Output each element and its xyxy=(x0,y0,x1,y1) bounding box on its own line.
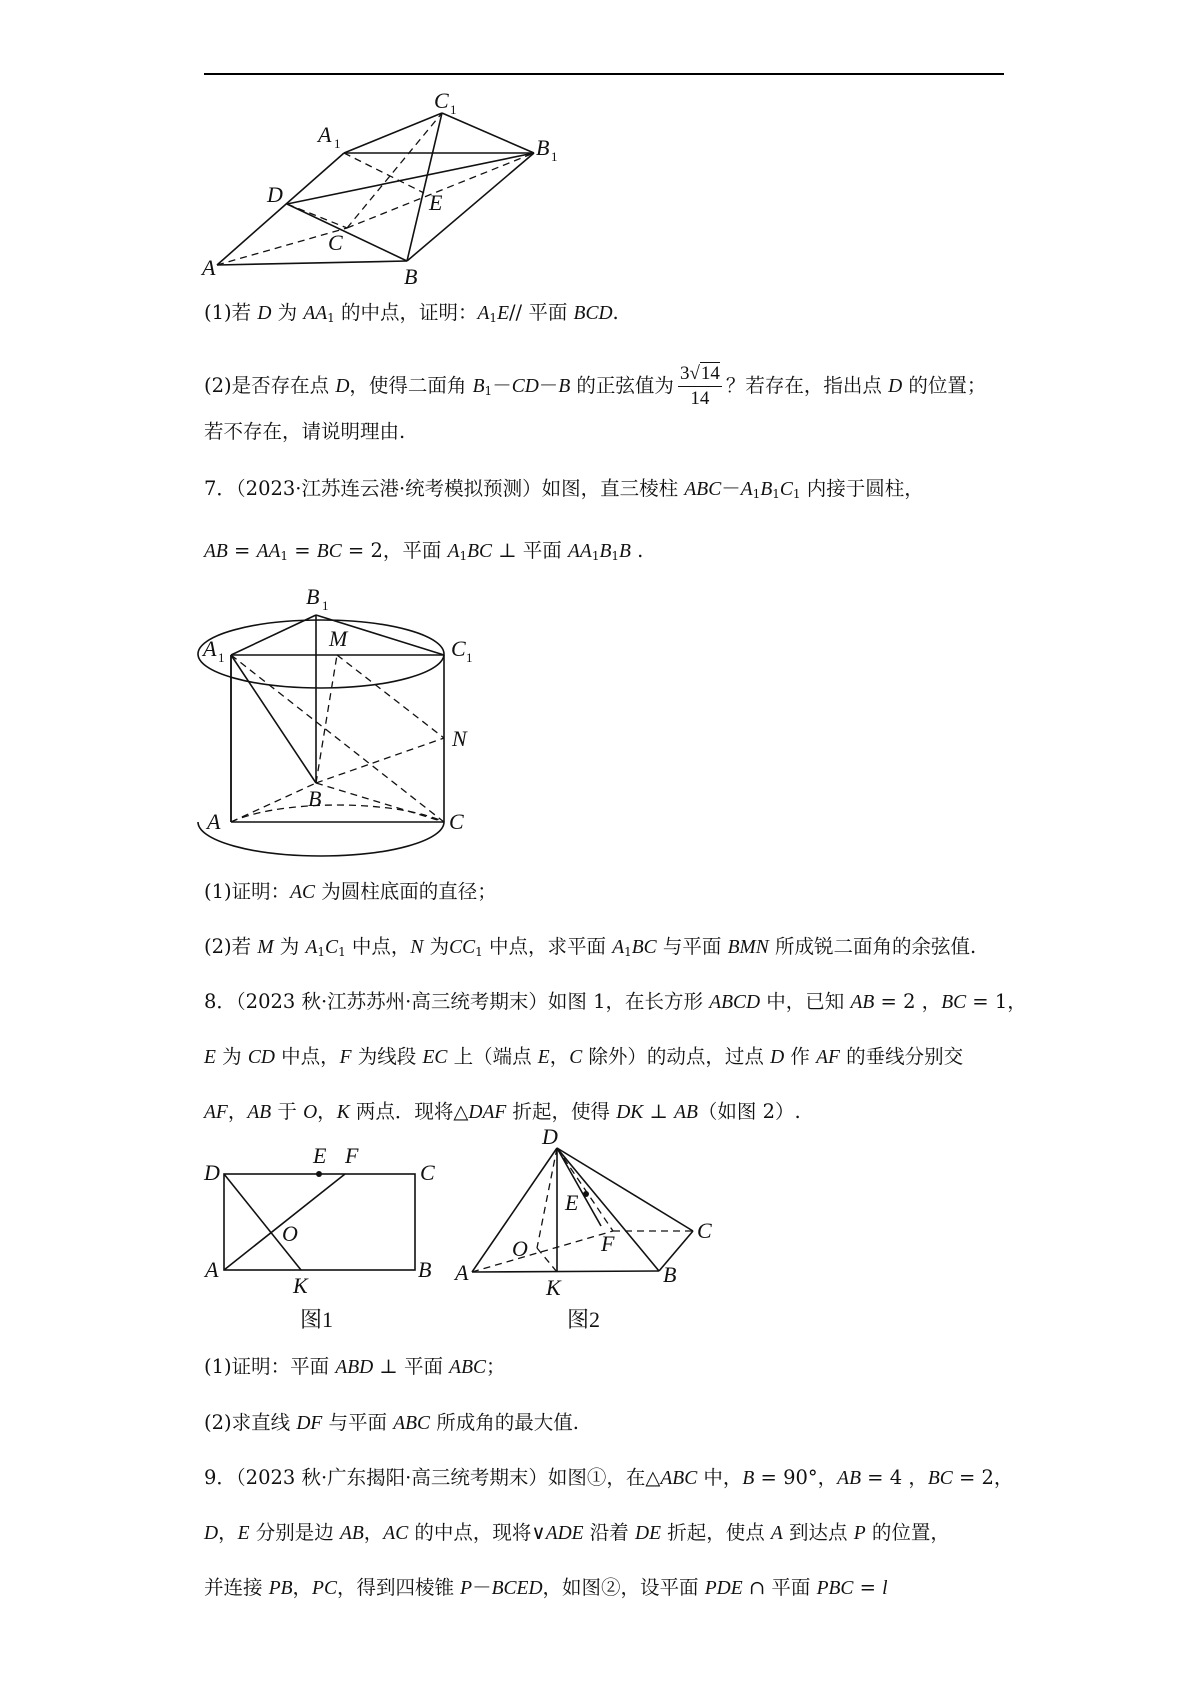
edge-bc xyxy=(316,783,444,822)
edge-bm xyxy=(316,655,337,783)
edge-a1b1 xyxy=(231,615,316,655)
label-o: O xyxy=(282,1221,298,1246)
edge-db xyxy=(287,204,407,261)
edge-a1c1 xyxy=(344,113,442,153)
edge-bb1 xyxy=(407,153,534,261)
svg-text:1: 1 xyxy=(218,650,225,665)
q6-part2-cont: 若不存在，请说明理由. xyxy=(204,420,406,443)
label-a: A xyxy=(205,1257,219,1282)
label-d: D xyxy=(542,1124,558,1149)
sine-fraction: $\frac{3√14}{14}$ xyxy=(679,363,720,409)
label-c: C xyxy=(449,809,464,834)
label-k: K xyxy=(293,1273,308,1298)
q9-stem-line1: 9．（2023 秋·广东揭阳·高三统考期末）如图①，在△ABC 中，B = 90°，AB = 4 ，BC = 2， xyxy=(204,1466,1014,1489)
q9-stem-line2: D，E 分别是边 AB，AC 的中点，现将∨ADE 沿着 DE 折起，使点 A 到达点 P 的位置， xyxy=(204,1521,950,1544)
q7-stem-line1: 7．（2023·江苏连云港·统考模拟预测）如图，直三棱柱 $ABC-A_1B_1C_1$ 内接于圆柱， xyxy=(204,477,924,501)
q7-stem-line2: AB = $AA_1$ = BC = 2，平面 $A_1BC$ ⊥ 平面 $AA_1B_1B$ . xyxy=(204,539,644,563)
bottom-front-arc xyxy=(198,822,444,856)
label-k: K xyxy=(546,1275,561,1300)
label-d: D xyxy=(204,1160,220,1185)
edge-a1c xyxy=(231,655,444,822)
label-a: A xyxy=(202,255,216,280)
edge-db1 xyxy=(287,153,534,204)
label-a: A xyxy=(455,1260,469,1285)
label-e: E xyxy=(429,190,443,215)
edge-ab xyxy=(472,1271,659,1272)
edge-c1b1 xyxy=(442,113,534,153)
svg-text:1: 1 xyxy=(334,136,341,151)
edge-bn xyxy=(316,738,444,783)
edge-ab xyxy=(217,261,407,265)
label-c: C xyxy=(328,230,343,255)
edge-mn xyxy=(337,655,444,738)
q8-part2: (2)求直线 DF 与平面 ABC 所成角的最大值. xyxy=(204,1411,579,1434)
label-c: C xyxy=(420,1160,435,1185)
label-b1: B xyxy=(536,135,550,160)
svg-text:1: 1 xyxy=(322,598,329,613)
edge-de xyxy=(557,1148,601,1226)
q9-stem-line3: 并连接 PB，PC，得到四棱锥 P－BCED，如图②，设平面 PDE ∩ 平面 PBC = l xyxy=(204,1576,888,1599)
header-rule xyxy=(204,73,1004,75)
q6-part1: (1)若 D 为 $AA_1$ 的中点，证明：$A_1E//$ 平面 BCD. xyxy=(204,301,619,325)
edge-ab xyxy=(231,783,316,822)
point-e xyxy=(583,1191,589,1197)
caption-fig1: 图1 xyxy=(300,1307,334,1332)
figure-prism xyxy=(200,88,560,288)
label-f: F xyxy=(345,1143,359,1168)
label-b1: B xyxy=(306,584,320,609)
figure-rectangle xyxy=(200,1138,460,1338)
label-e: E xyxy=(313,1143,327,1168)
bottom-back-arc xyxy=(231,805,444,822)
label-a1: A xyxy=(203,636,217,661)
edge-ok xyxy=(537,1248,557,1272)
point-e xyxy=(316,1171,322,1177)
label-f: F xyxy=(601,1231,615,1256)
label-m: M xyxy=(329,626,348,651)
svg-text:1: 1 xyxy=(450,102,457,117)
label-b: B xyxy=(663,1262,677,1287)
svg-text:1: 1 xyxy=(551,149,558,164)
q7-part1: (1)证明：AC 为圆柱底面的直径； xyxy=(204,880,497,903)
q8-stem-line3: AF，AB 于 O，K 两点．现将△DAF 折起，使得 DK ⊥ AB（如图 2）. xyxy=(204,1100,801,1123)
label-a: A xyxy=(207,809,221,834)
label-o: O xyxy=(512,1236,528,1261)
q7-part2: (2)若 M 为 $A_1C_1$ 中点，N 为$CC_1$ 中点，求平面 $A_1BC$ 与平面 BMN 所成锐二面角的余弦值. xyxy=(204,935,977,959)
q8-stem-line1: 8．（2023 秋·江苏苏州·高三统考期末）如图 1，在长方形 ABCD 中，已知 AB = 2 ，BC = 1， xyxy=(204,990,1027,1013)
edge-aa1 xyxy=(217,153,344,265)
q6-part2: (2)是否存在点 D，使得二面角 $B_1-CD-B$ 的正弦值为 $\frac{3√14}{14}$ ？若存在，指出点 D 的位置； xyxy=(204,363,987,409)
label-c: C xyxy=(697,1218,712,1243)
figure-pyramid xyxy=(455,1124,745,1338)
label-a1: A xyxy=(318,122,332,147)
label-n: N xyxy=(452,726,467,751)
caption-fig2: 图2 xyxy=(567,1307,601,1332)
label-d: D xyxy=(267,182,283,207)
rectangle-abcd xyxy=(224,1174,415,1270)
edge-a1b xyxy=(231,655,316,783)
q8-part1: (1)证明：平面 ABD ⊥ 平面 ABC； xyxy=(204,1355,506,1378)
label-e: E xyxy=(565,1190,579,1215)
svg-text:1: 1 xyxy=(466,650,473,665)
edge-a1e xyxy=(344,153,424,193)
label-b: B xyxy=(308,786,322,811)
label-b: B xyxy=(404,264,418,289)
q8-stem-line2: E 为 CD 中点，F 为线段 EC 上（端点 E，C 除外）的动点，过点 D 作 AF 的垂线分别交 xyxy=(204,1045,964,1068)
label-c1: C xyxy=(451,636,466,661)
label-c1: C xyxy=(434,88,449,113)
label-b: B xyxy=(418,1257,432,1282)
figure-cylinder xyxy=(200,584,500,860)
edge-af xyxy=(472,1231,613,1272)
